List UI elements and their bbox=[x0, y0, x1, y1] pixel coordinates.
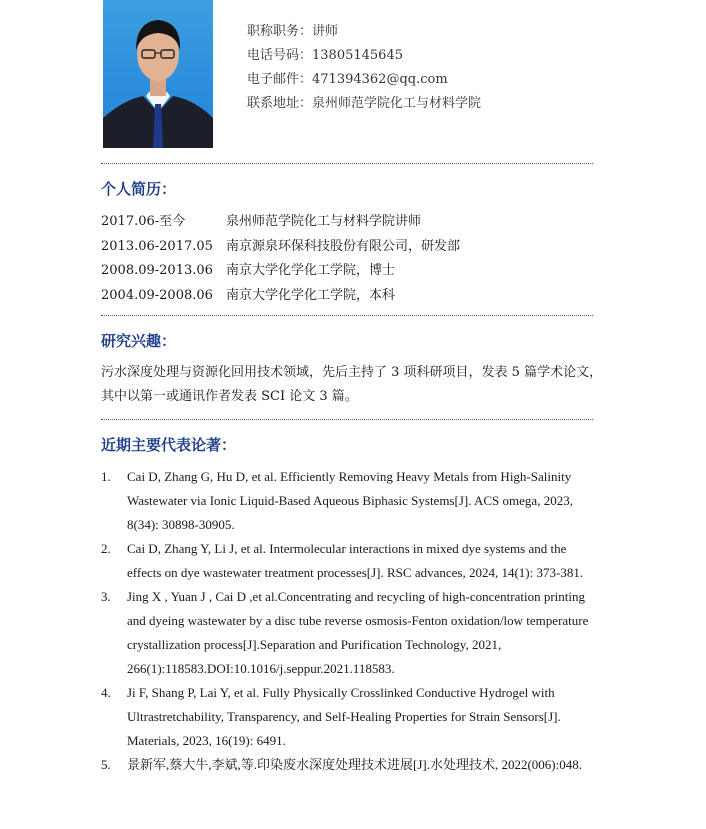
research-heading: 研究兴趣： bbox=[101, 332, 177, 350]
publication-item bbox=[101, 585, 601, 681]
publication-text: Cai D, Zhang Y, Li J, et al. Intermolecular interactions in mixed dye systems and the effects on dye wastewater treatment processes[J]. RSC advances, 2024, 14(1): 373-381. bbox=[127, 541, 584, 580]
resume-desc: 南京源泉环保科技股份有限公司，研发部 bbox=[226, 238, 461, 254]
publication-item bbox=[101, 753, 601, 777]
divider bbox=[101, 163, 593, 164]
address-row bbox=[247, 92, 481, 116]
resume-item bbox=[101, 259, 460, 284]
publication-number: 4. bbox=[101, 685, 111, 700]
email-label: 电子邮件： bbox=[247, 72, 313, 87]
publication-number: 3. bbox=[101, 589, 111, 604]
phone-row bbox=[247, 44, 481, 68]
resume-item bbox=[101, 284, 460, 309]
publication-text: Ji F, Shang P, Lai Y, et al. Fully Physically Crosslinked Conductive Hydrogel with Ultrastretchability, Transparency, and Self-Healing Properties for Strain Sensors[J]. Materials, 2023, 16(19): 6491. bbox=[127, 685, 561, 748]
resume-desc: 南京大学化学化工学院，本科 bbox=[226, 287, 396, 303]
resume-item bbox=[101, 210, 460, 235]
resume-item bbox=[101, 235, 460, 260]
profile-info bbox=[247, 20, 481, 116]
publication-number: 5. bbox=[101, 757, 111, 772]
divider bbox=[101, 419, 593, 420]
divider bbox=[101, 315, 593, 316]
profile-photo bbox=[103, 0, 213, 148]
publication-number: 1. bbox=[101, 469, 111, 484]
address-value: 泉州师范学院化工与材料学院 bbox=[312, 96, 482, 111]
resume-list bbox=[101, 210, 460, 308]
phone-value: 13805145645 bbox=[312, 48, 403, 63]
publication-item bbox=[101, 465, 601, 537]
resume-heading: 个人简历： bbox=[101, 180, 177, 198]
resume-date: 2004.09-2008.06 bbox=[101, 287, 213, 303]
title-value: 讲师 bbox=[312, 24, 339, 39]
research-text: 污水深度处理与资源化回用技术领域，先后主持了 3 项科研项目，发表 5 篇学术论文，其中以第一或通讯作者发表 SCI 论文 3 篇。 bbox=[101, 365, 603, 404]
publications-heading: 近期主要代表论著： bbox=[101, 436, 237, 454]
title-label: 职称职务： bbox=[247, 24, 313, 39]
email-value[interactable]: 471394362@qq.com bbox=[312, 72, 448, 87]
publication-item bbox=[101, 681, 601, 753]
phone-label: 电话号码： bbox=[247, 48, 313, 63]
publication-list bbox=[101, 465, 601, 777]
resume-date: 2017.06-至今 bbox=[101, 214, 186, 229]
resume-desc: 南京大学化学化工学院，博士 bbox=[226, 263, 396, 278]
publication-number: 2. bbox=[101, 541, 111, 556]
publication-text: 景新军,蔡大牛,李斌,等.印染废水深度处理技术进展[J].水处理技术, 2022(006):048. bbox=[127, 757, 582, 772]
address-label: 联系地址： bbox=[247, 96, 313, 111]
publication-text: Jing X , Yuan J , Cai D ,et al.Concentrating and recycling of high-concentration printing and dyeing wastewater by a disc tube reverse osmosis-Fenton oxidation/low temperature crystallization process[J].Separation and Purification Technology, 2021, 266(1):118583.DOI:10.1016/j.seppur.2021.118583. bbox=[127, 589, 589, 676]
email-row bbox=[247, 68, 481, 92]
resume-date: 2013.06-2017.05 bbox=[101, 238, 213, 254]
resume-date: 2008.09-2013.06 bbox=[101, 263, 213, 278]
portrait-image bbox=[103, 0, 213, 148]
publication-item bbox=[101, 537, 601, 585]
publication-text: Cai D, Zhang G, Hu D, et al. Efficiently Removing Heavy Metals from High-Salinity Wastewater via Ionic Liquid-Based Aqueous Biphasic Systems[J]. ACS omega, 2023, 8(34): 30898-30905. bbox=[127, 469, 573, 532]
title-row bbox=[247, 20, 481, 44]
resume-desc: 泉州师范学院化工与材料学院讲师 bbox=[226, 214, 422, 229]
